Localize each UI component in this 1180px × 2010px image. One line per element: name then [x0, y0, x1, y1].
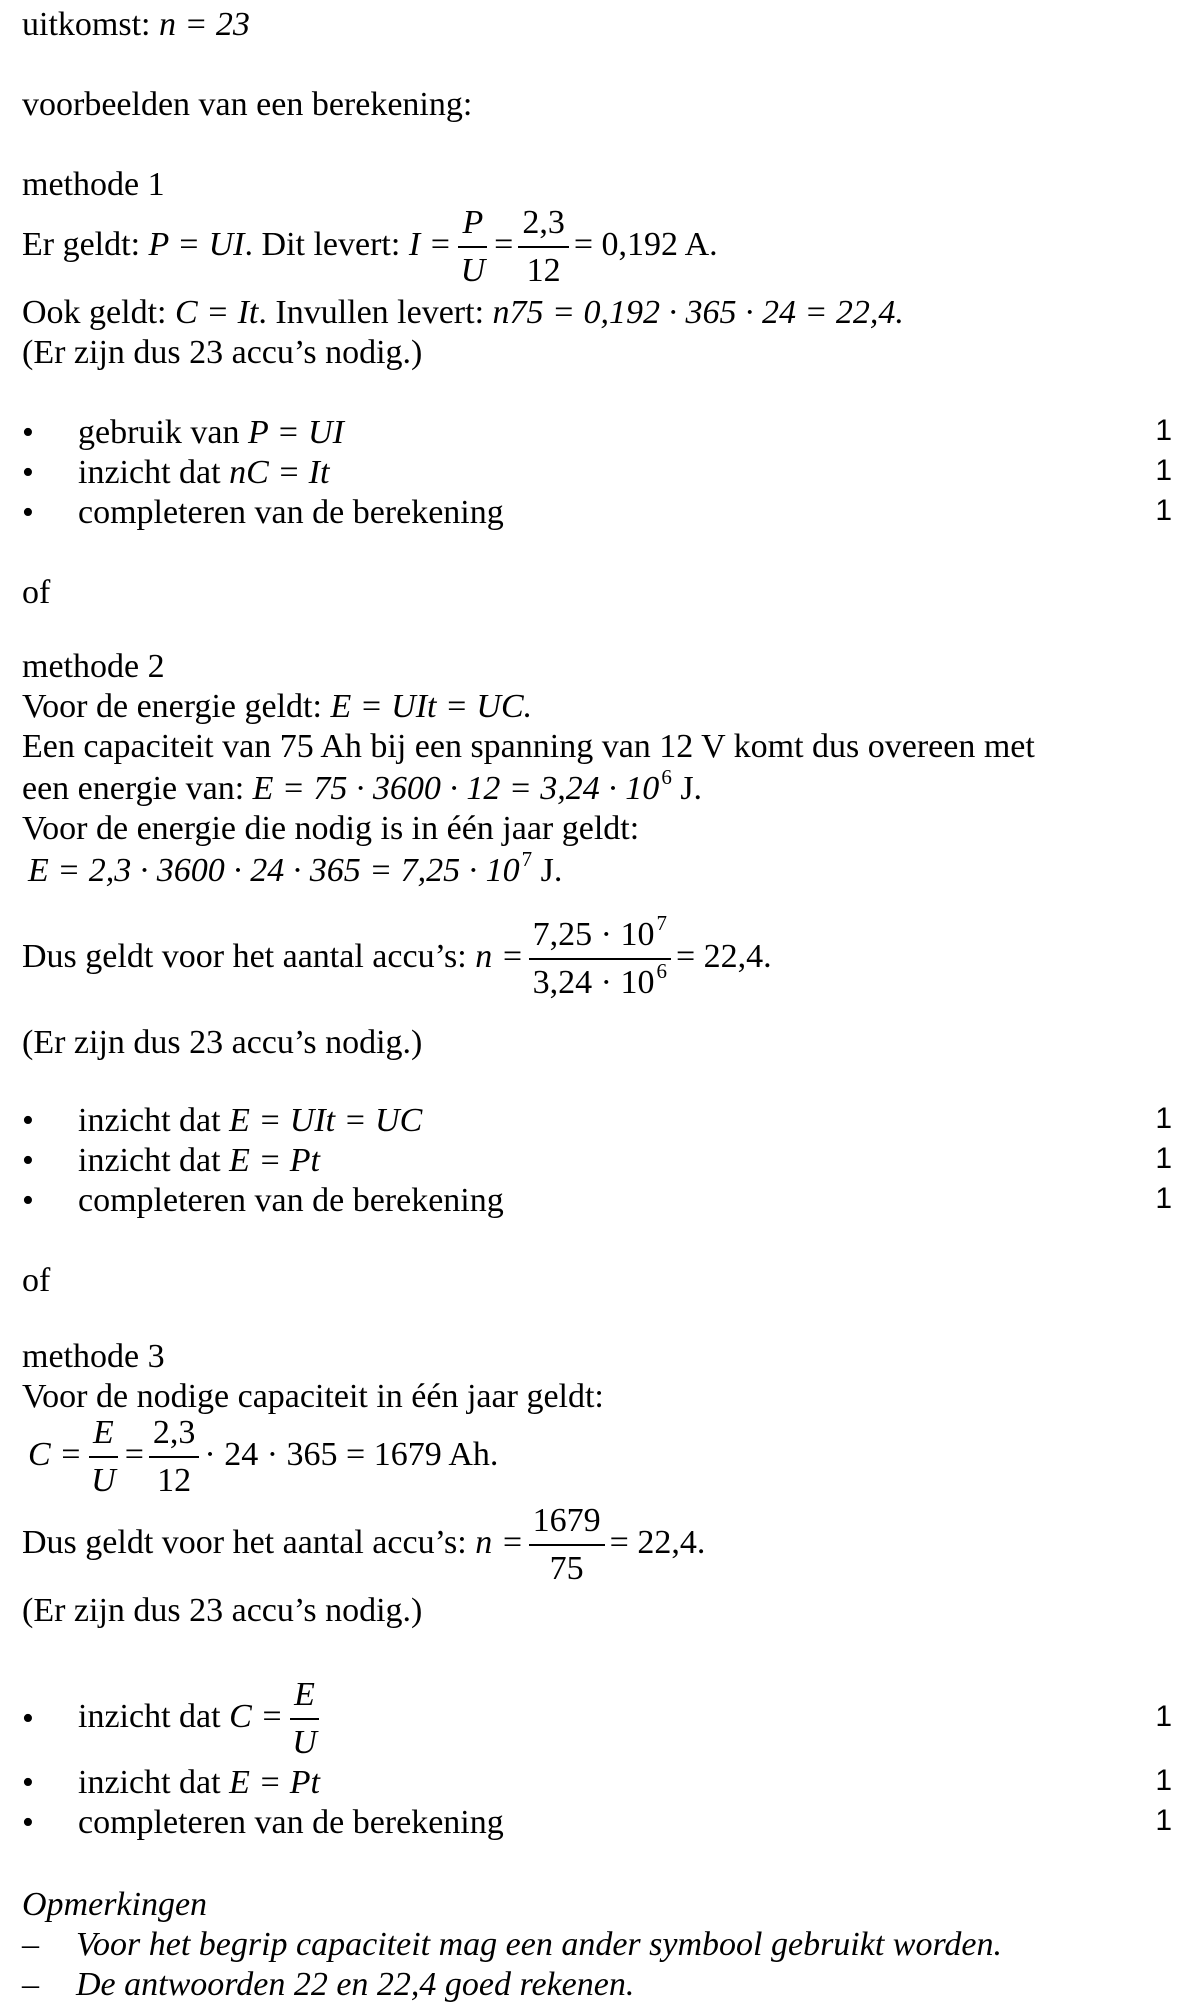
bullet-icon: •: [22, 1804, 34, 1841]
fraction-denominator: U: [91, 1462, 116, 1499]
fraction-numerator: E: [290, 1678, 319, 1720]
equals-sign: =: [494, 225, 514, 263]
method1-l1-formula: P = UI: [148, 225, 245, 263]
method2-line4: Voor de energie die nodig is in één jaar geldt:: [22, 810, 640, 847]
fraction-numerator: [529, 911, 671, 960]
exponent: 7: [521, 847, 533, 871]
method2-line1: [22, 690, 532, 724]
method3-conclusion: (Er zijn dus 23 accu’s nodig.): [22, 1592, 423, 1629]
method1-l2-text: Ook geldt:: [22, 294, 167, 331]
criterion-text: [78, 416, 344, 450]
remark-text: De antwoorden 22 en 22,4 goed rekenen.: [76, 1966, 635, 2003]
criterion-label: inzicht dat: [78, 1102, 221, 1139]
fraction-denominator: U: [292, 1724, 317, 1761]
fraction-denominator: 12: [526, 252, 561, 289]
criterion-score: 1: [1155, 454, 1172, 487]
method3-fraction-eu: [87, 1416, 120, 1498]
criterion-text: completeren van de berekening: [78, 1804, 504, 1841]
criterion-score: 1: [1155, 1764, 1172, 1797]
criterion-text: [78, 1766, 320, 1800]
bullet-icon: •: [22, 1142, 34, 1179]
bullet-icon: •: [22, 454, 34, 491]
fraction-denominator: [529, 960, 671, 1000]
method2-l6-text: Dus geldt voor het aantal accu’s:: [22, 937, 467, 975]
remarks-title: Opmerkingen: [22, 1886, 208, 1923]
method1-l1-text: Er geldt:: [22, 225, 141, 263]
method3-line3: [22, 1504, 705, 1586]
result-line: [22, 8, 250, 42]
criterion-text: [78, 1144, 320, 1178]
exponent: 6: [656, 959, 667, 983]
method2-l6-lhs: n =: [475, 937, 524, 975]
criterion-formula: E = UIt = UC: [229, 1102, 423, 1139]
method3-l3-result: = 22,4.: [609, 1523, 706, 1561]
remark-item-1: [0, 1928, 1180, 1964]
method1-l2-calculation: n75 = 0,192 · 365 · 24 = 22,4.: [492, 294, 904, 331]
criterion-text: [78, 456, 329, 490]
method1-conclusion: (Er zijn dus 23 accu’s nodig.): [22, 334, 423, 371]
bullet-icon: •: [22, 1182, 34, 1219]
method3-l2-lhs: C =: [28, 1435, 83, 1473]
criterion-formula: E = Pt: [229, 1764, 320, 1801]
method3-fraction-values: [149, 1416, 200, 1498]
criterion-text: completeren van de berekening: [78, 494, 504, 531]
method2-l1-formula: E = UIt = UC.: [330, 688, 533, 725]
method1-line1: [22, 206, 718, 288]
method1-fraction-values: [518, 206, 569, 288]
fraction-denominator: 12: [157, 1462, 192, 1499]
denominator-value: 3,24 · 10: [532, 964, 655, 1001]
method2-l3-formula: E = 75 · 3600 · 12 = 3,24 · 10: [252, 770, 660, 807]
criterion-fraction: [288, 1678, 321, 1760]
method2-line6: [22, 911, 772, 1001]
method2-line2: Een capaciteit van 75 Ah bij een spanning van 12 V komt dus overeen met: [22, 728, 1035, 765]
method1-line2: [22, 296, 904, 330]
bullet-icon: •: [22, 1764, 34, 1801]
unit: J.: [680, 770, 703, 807]
method2-l1-text: Voor de energie geldt:: [22, 688, 322, 725]
result-formula: n = 23: [158, 6, 250, 43]
criterion-score: 1: [1155, 1700, 1172, 1733]
fraction-denominator: 75: [549, 1550, 584, 1587]
criterion-label: inzicht dat: [78, 1764, 221, 1801]
fraction-numerator: P: [458, 206, 487, 248]
bullet-icon: •: [22, 494, 34, 531]
method2-title: methode 2: [22, 648, 165, 685]
fraction-numerator: E: [89, 1416, 118, 1458]
method1-fraction-pu: [457, 206, 490, 288]
criterion-score: 1: [1155, 494, 1172, 527]
method3-count-fraction: [529, 1504, 605, 1586]
criterion-label: inzicht dat: [78, 1697, 221, 1735]
fraction-numerator: 2,3: [149, 1416, 200, 1458]
method2-line3: [22, 765, 703, 807]
method1-l1-result: = 0,192 A.: [573, 225, 718, 263]
method1-l1-lhs: I =: [408, 225, 452, 263]
criterion-formula: P = UI: [247, 414, 344, 451]
exponent: 7: [656, 911, 667, 935]
method3-l3-text: Dus geldt voor het aantal accu’s:: [22, 1523, 467, 1561]
criterion-formula: E = Pt: [229, 1142, 320, 1179]
criterion-score: 1: [1155, 1804, 1172, 1837]
method2-line5: [28, 847, 563, 889]
equals-sign: =: [124, 1435, 144, 1473]
criterion-label: gebruik van: [78, 414, 240, 451]
criterion-text: [78, 1678, 326, 1760]
method1-l2-formula: C = It: [174, 294, 259, 331]
bullet-icon: •: [22, 414, 34, 451]
or-separator-1: of: [22, 574, 51, 611]
method2-l3-text: een energie van:: [22, 770, 245, 807]
remark-text: Voor het begrip capaciteit mag een ander symbool gebruikt worden.: [76, 1926, 1003, 1963]
criterion-label: inzicht dat: [78, 1142, 221, 1179]
fraction-denominator: U: [460, 252, 486, 289]
criterion-text: completeren van de berekening: [78, 1182, 504, 1219]
criterion-score: 1: [1155, 1102, 1172, 1135]
method3-line1: Voor de nodige capaciteit in één jaar geldt:: [22, 1378, 604, 1415]
numerator-value: 7,25 · 10: [532, 916, 655, 953]
dash-icon: –: [22, 1926, 39, 1963]
criterion-text: [78, 1104, 422, 1138]
method2-l5-formula: E = 2,3 · 3600 · 24 · 365 = 7,25 · 10: [28, 852, 520, 889]
dash-icon: –: [22, 1966, 39, 2003]
criterion-score: 1: [1155, 414, 1172, 447]
bullet-icon: •: [22, 1102, 34, 1139]
fraction-numerator: 2,3: [518, 206, 569, 248]
fraction-numerator: 1679: [529, 1504, 605, 1546]
or-separator-2: of: [22, 1262, 51, 1299]
criterion-formula-lhs: C =: [229, 1697, 284, 1735]
exponent: 6: [661, 765, 672, 789]
method3-line2: [28, 1416, 498, 1498]
criterion-score: 1: [1155, 1182, 1172, 1215]
bullet-icon: •: [22, 1700, 34, 1737]
remark-item-2: [0, 1968, 1180, 2004]
method1-l2-text2: . Invullen levert:: [258, 294, 485, 331]
criterion-score: 1: [1155, 1142, 1172, 1175]
result-label: uitkomst:: [22, 6, 151, 43]
method3-l3-lhs: n =: [475, 1523, 524, 1561]
method2-conclusion: (Er zijn dus 23 accu’s nodig.): [22, 1024, 423, 1061]
criterion-label: inzicht dat: [78, 454, 221, 491]
examples-heading: voorbeelden van een berekening:: [22, 86, 473, 123]
method3-title: methode 3: [22, 1338, 165, 1375]
method3-l2-result: · 24 · 365 = 1679 Ah.: [204, 1435, 499, 1473]
method2-l6-result: = 22,4.: [675, 937, 772, 975]
method1-title: methode 1: [22, 166, 165, 203]
method1-l1-text2: . Dit levert:: [244, 225, 401, 263]
unit: J.: [540, 852, 563, 889]
criterion-formula: nC = It: [229, 454, 330, 491]
method2-energy-fraction: [529, 911, 671, 1001]
